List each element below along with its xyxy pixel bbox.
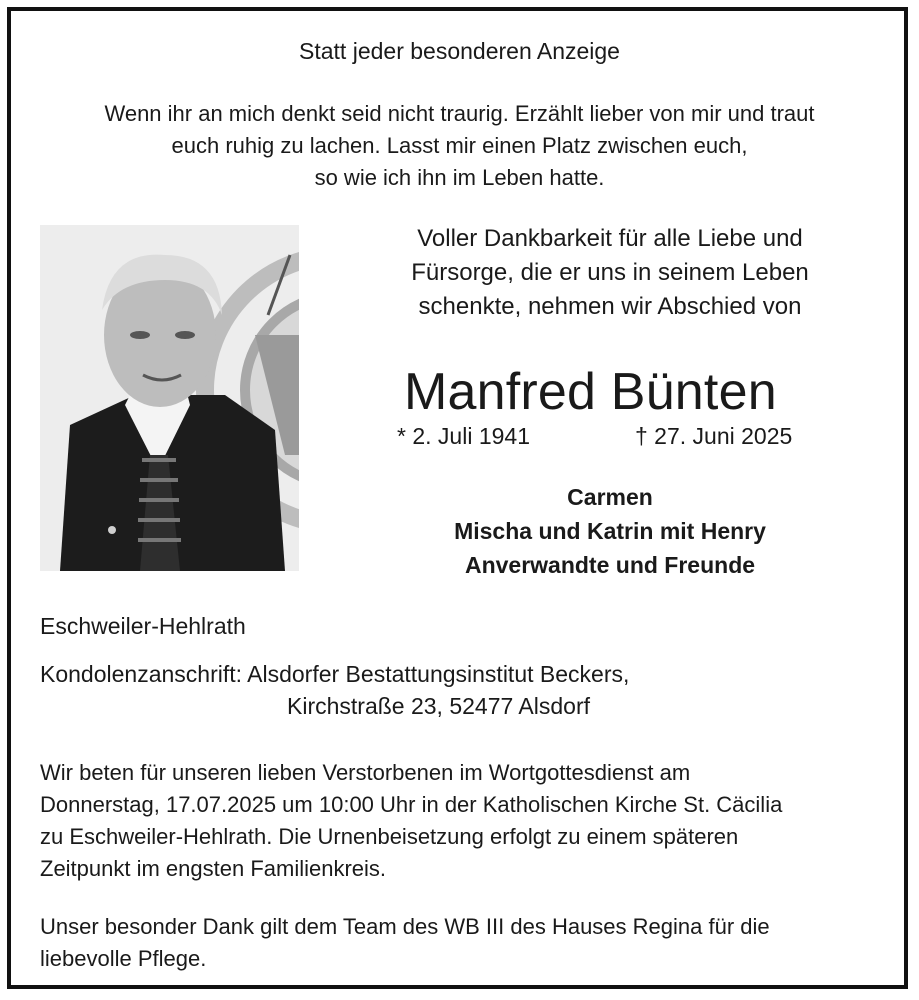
- quote: [0, 98, 919, 194]
- condolence-address-line: Kirchstraße 23, 52477 Alsdorf: [287, 693, 590, 719]
- death-date: † 27. Juni 2025: [635, 423, 793, 449]
- intro-title: Statt jeder besonderen Anzeige: [299, 38, 620, 64]
- thanks-line: Voller Dankbarkeit für alle Liebe und: [417, 225, 803, 252]
- service-line: Donnerstag, 17.07.2025 um 10:00 Uhr in der Katholischen Kirche St. Cäcilia: [40, 792, 783, 817]
- portrait-illustration: [40, 225, 299, 571]
- final-thanks-line: Unser besonder Dank gilt dem Team des WB III des Hauses Regina für die: [40, 914, 770, 939]
- place: Eschweiler-Hehlrath: [40, 613, 246, 639]
- thanks-text: [330, 222, 890, 324]
- service-text: [40, 757, 782, 885]
- service-line: Wir beten für unseren lieben Verstorbenen im Wortgottesdienst am: [40, 760, 691, 785]
- deceased-name: Manfred Bünten: [404, 363, 777, 421]
- final-thanks-line: liebevolle Pflege.: [40, 946, 207, 971]
- family-line: Anverwandte und Freunde: [464, 552, 756, 578]
- family-list: [330, 480, 890, 582]
- quote-line: so wie ich ihn im Leben hatte.: [314, 165, 605, 190]
- service-line: zu Eschweiler-Hehlrath. Die Urnenbeisetzung erfolgt zu einem späteren: [40, 824, 739, 849]
- family-line: Mischa und Katrin mit Henry: [454, 518, 766, 544]
- thanks-line: schenkte, nehmen wir Abschied von: [418, 293, 802, 320]
- portrait-photo: [40, 225, 299, 571]
- family-line: Carmen: [567, 484, 653, 510]
- condolence-address-line: Kondolenzanschrift: Alsdorfer Bestattungsinstitut Beckers,: [40, 661, 630, 687]
- quote-line: Wenn ihr an mich denkt seid nicht traurig. Erzählt lieber von mir und traut: [104, 101, 815, 126]
- service-line: Zeitpunkt im engsten Familienkreis.: [40, 856, 387, 881]
- birth-date: * 2. Juli 1941: [397, 423, 530, 449]
- final-thanks: [40, 911, 770, 975]
- thanks-line: Fürsorge, die er uns in seinem Leben: [411, 259, 809, 286]
- quote-line: euch ruhig zu lachen. Lasst mir einen Platz zwischen euch,: [171, 133, 748, 158]
